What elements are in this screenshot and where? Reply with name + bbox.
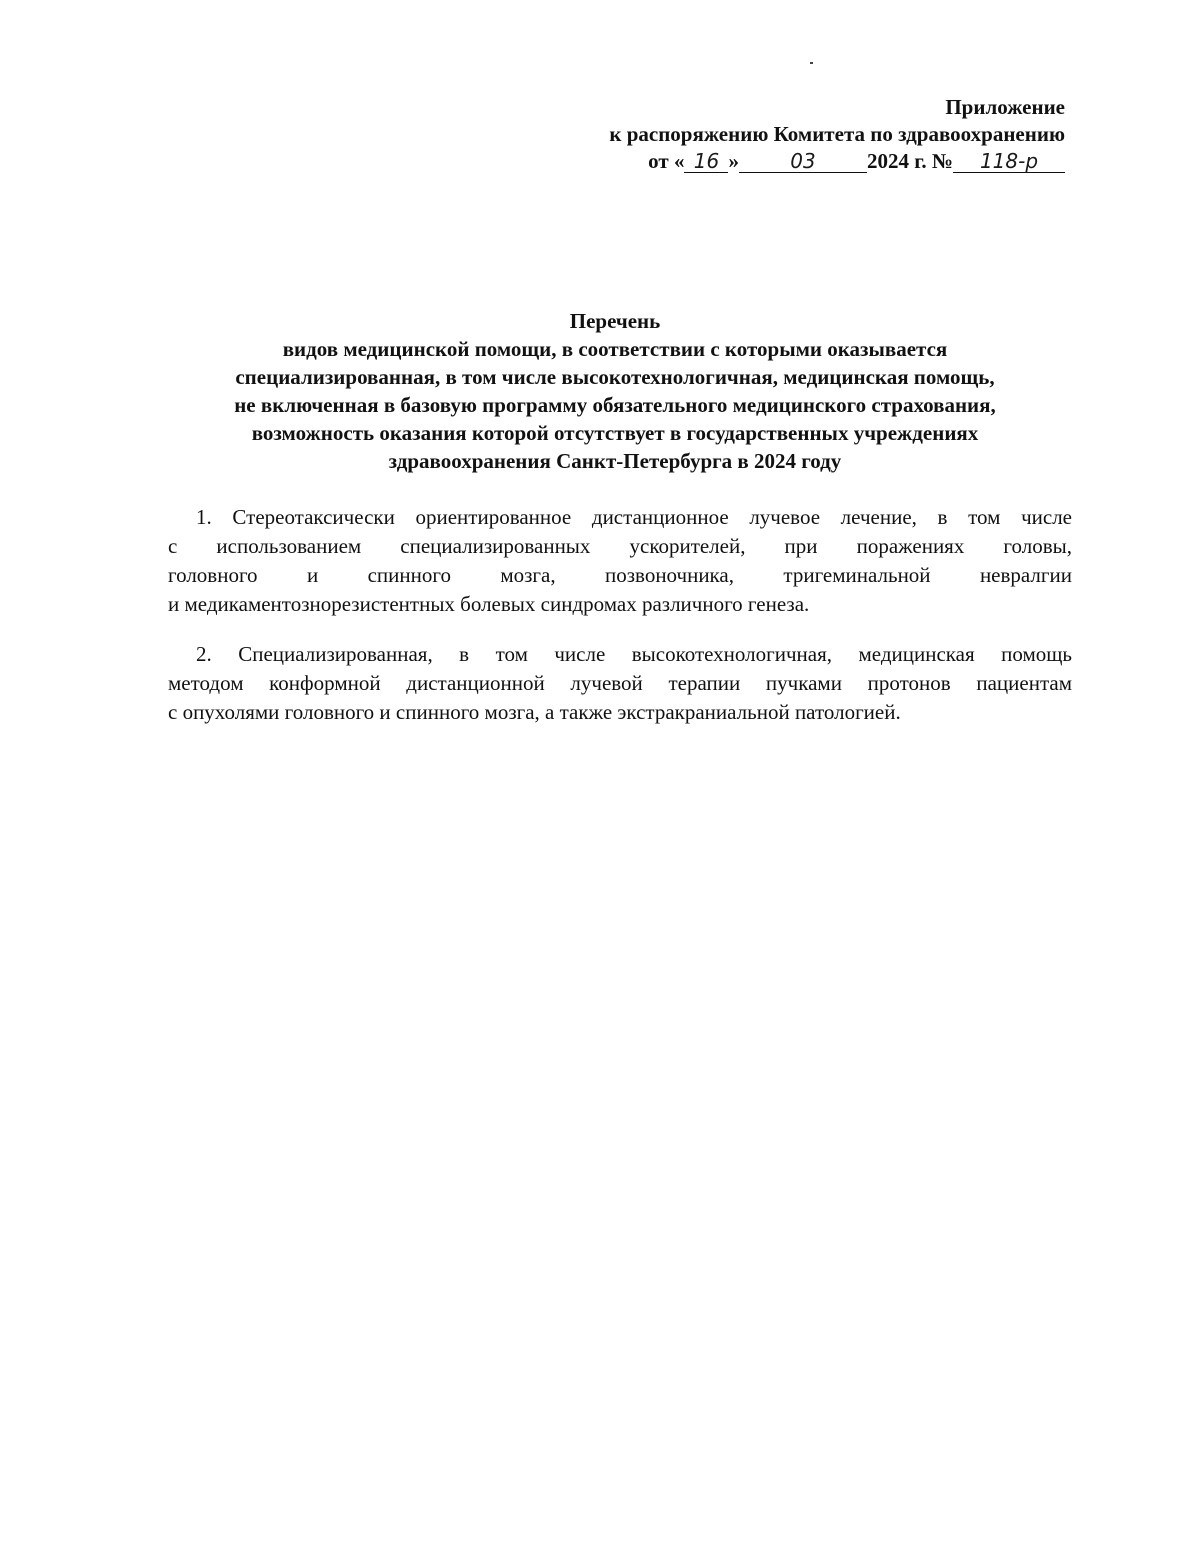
paragraph-line: головного и спинного мозга, позвоночника, тригеминальной невралгии: [168, 563, 1072, 587]
appendix-reference: к распоряжению Комитета по здравоохранению: [609, 122, 1065, 146]
title-line: возможность оказания которой отсутствует в государственных учреждениях: [251, 421, 979, 445]
scan-speck: [810, 62, 813, 64]
paragraph-line: и медикаментознорезистентных болевых синдромах различного генеза.: [168, 592, 810, 616]
title-line: здравоохранения Санкт-Петербурга в 2024 году: [388, 449, 842, 473]
date-close-quote: »: [728, 149, 739, 173]
order-date-line: [560, 148, 1065, 175]
paragraph-line: 1. Стереотаксически ориентированное дистанционное лучевое лечение, в том числе: [196, 505, 1072, 529]
paragraph-line: методом конформной дистанционной лучевой терапии пучками протонов пациентам: [168, 671, 1072, 695]
title-line: Перечень: [569, 309, 661, 333]
handwritten-month: 03: [739, 150, 867, 173]
appendix-header: [560, 94, 1065, 175]
handwritten-day: 16: [684, 150, 728, 173]
document-title: [120, 307, 1110, 475]
appendix-title: Приложение: [945, 95, 1065, 119]
handwritten-order-number: 118-р: [953, 150, 1065, 173]
year-and-number-label: 2024 г. №: [866, 149, 953, 173]
title-line: видов медицинской помощи, в соответствии с которыми оказывается: [282, 337, 948, 361]
list-item-2: [168, 640, 1072, 727]
paragraph-line: с опухолями головного и спинного мозга, а также экстракраниальной патологией.: [168, 700, 901, 724]
paragraph-line: с использованием специализированных ускорителей, при поражениях головы,: [168, 534, 1072, 558]
paragraph-line: 2. Специализированная, в том числе высокотехнологичная, медицинская помощь: [196, 642, 1072, 666]
title-line: не включенная в базовую программу обязательного медицинского страхования,: [234, 393, 996, 417]
date-prefix: от «: [648, 149, 685, 173]
title-line: специализированная, в том числе высокотехнологичная, медицинская помощь,: [235, 365, 995, 389]
list-item-1: [168, 503, 1072, 619]
